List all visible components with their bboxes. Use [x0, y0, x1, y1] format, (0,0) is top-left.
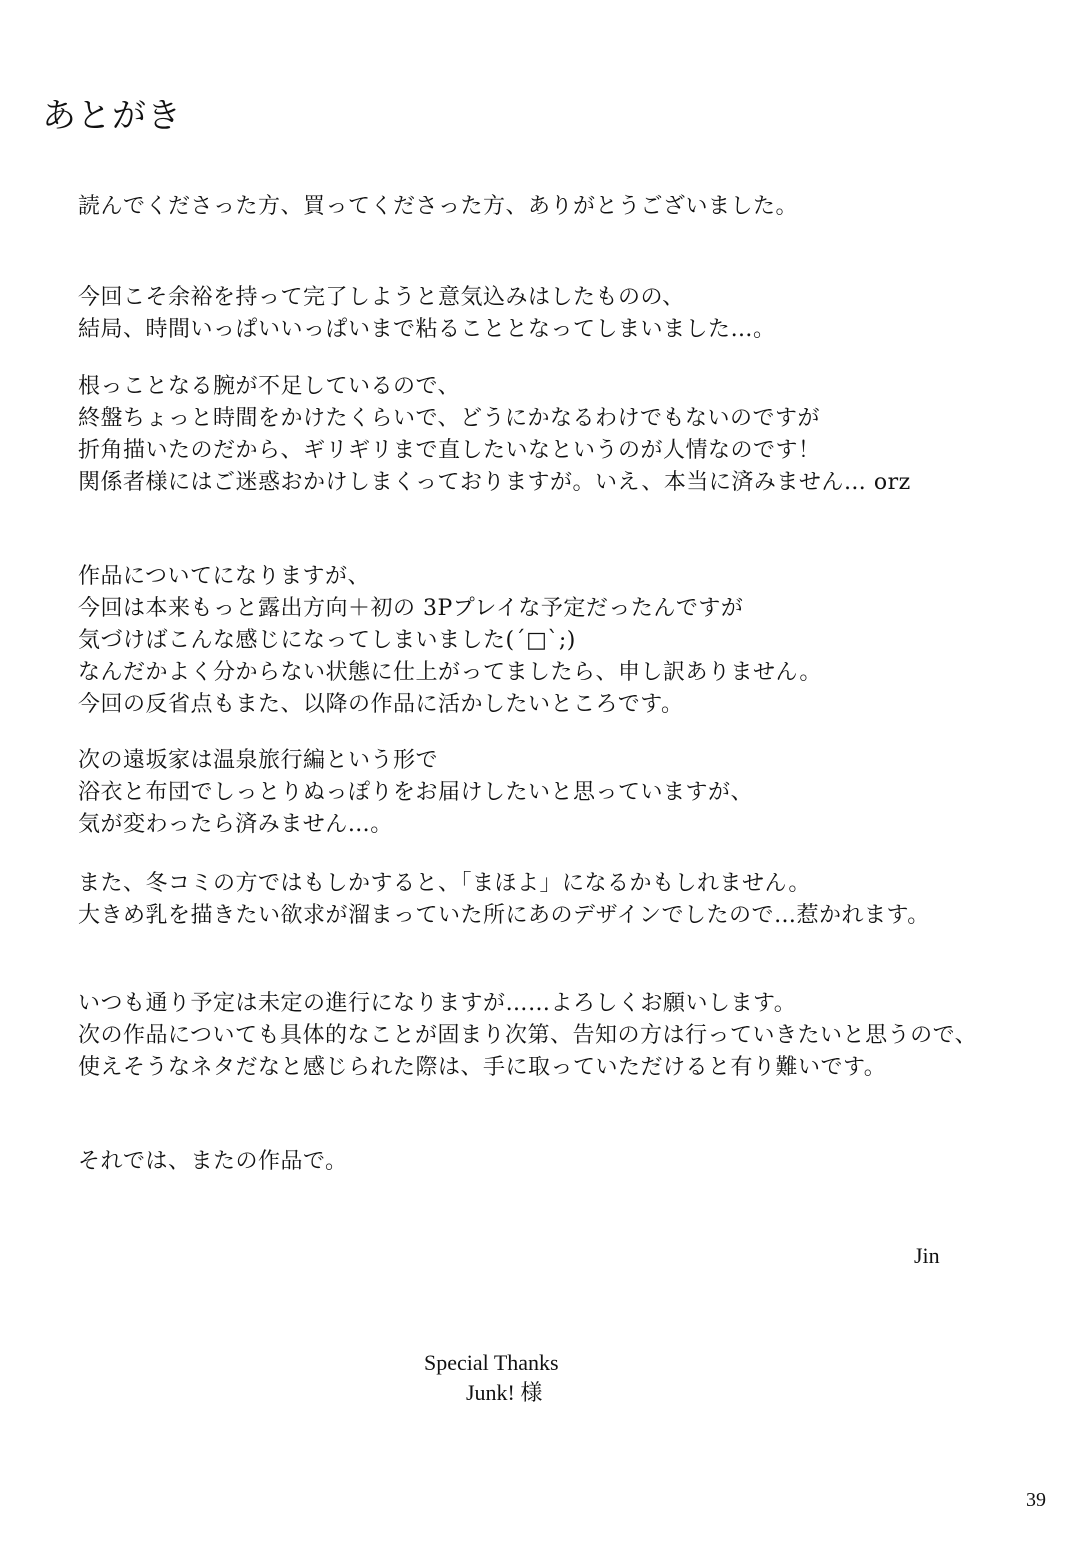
body-line: 今回は本来もっと露出方向＋初の 3Pプレイな予定だったんですが: [78, 596, 744, 621]
body-line: なんだかよく分からない状態に仕上がってましたら、申し訳ありません。: [78, 660, 822, 685]
body-line: いつも通り予定は未定の進行になりますが……よろしくお願いします。: [78, 991, 797, 1016]
body-line: 終盤ちょっと時間をかけたくらいで、どうにかなるわけでもないのですが: [78, 406, 821, 431]
body-line: 次の遠坂家は温泉旅行編という形で: [78, 748, 439, 773]
body-line: 結局、時間いっぱいいっぱいまで粘ることとなってしまいました…。: [78, 317, 776, 342]
special-thanks-label: Special Thanks: [424, 1350, 559, 1375]
body-line: 気が変わったら済みません…。: [78, 812, 393, 837]
body-line: 大きめ乳を描きたい欲求が溜まっていた所にあのデザインでしたので…惹かれます。: [78, 903, 930, 928]
body-line: 気づけばこんな感じになってしまいました(´□`;): [78, 628, 576, 653]
page-title: あとがき: [42, 96, 182, 136]
body-line: 根っことなる腕が不足しているので、: [78, 374, 461, 399]
author-signature: Jin: [914, 1243, 940, 1268]
body-line: また、冬コミの方ではもしかすると、「まほよ」になるかもしれません。: [78, 871, 811, 896]
body-line: 今回こそ余裕を持って完了しようと意気込みはしたものの、: [78, 285, 685, 310]
page-number: 39: [1026, 1489, 1046, 1511]
special-thanks-name: Junk! 様: [466, 1380, 543, 1405]
body-line: 今回の反省点もまた、以降の作品に活かしたいところです。: [78, 692, 684, 717]
body-line: 折角描いたのだから、ギリギリまで直したいなというのが人情なのです！: [78, 438, 821, 463]
body-line: 関係者様にはご迷惑おかけしまくっておりますが。いえ、本当に済みません… orz: [78, 470, 911, 495]
body-line: 次の作品についても具体的なことが固まり次第、告知の方は行っていきたいと思うので、: [78, 1023, 978, 1048]
body-line: 使えそうなネタだなと感じられた際は、手に取っていただけると有り難いです。: [78, 1055, 887, 1080]
body-line: 浴衣と布団でしっとりぬっぽりをお届けしたいと思っていますが、: [78, 780, 754, 805]
body-line: 作品についてになりますが、: [78, 564, 371, 589]
body-line: それでは、またの作品で。: [78, 1149, 348, 1174]
body-line: 読んでくださった方、買ってくださった方、ありがとうございました。: [78, 194, 799, 219]
